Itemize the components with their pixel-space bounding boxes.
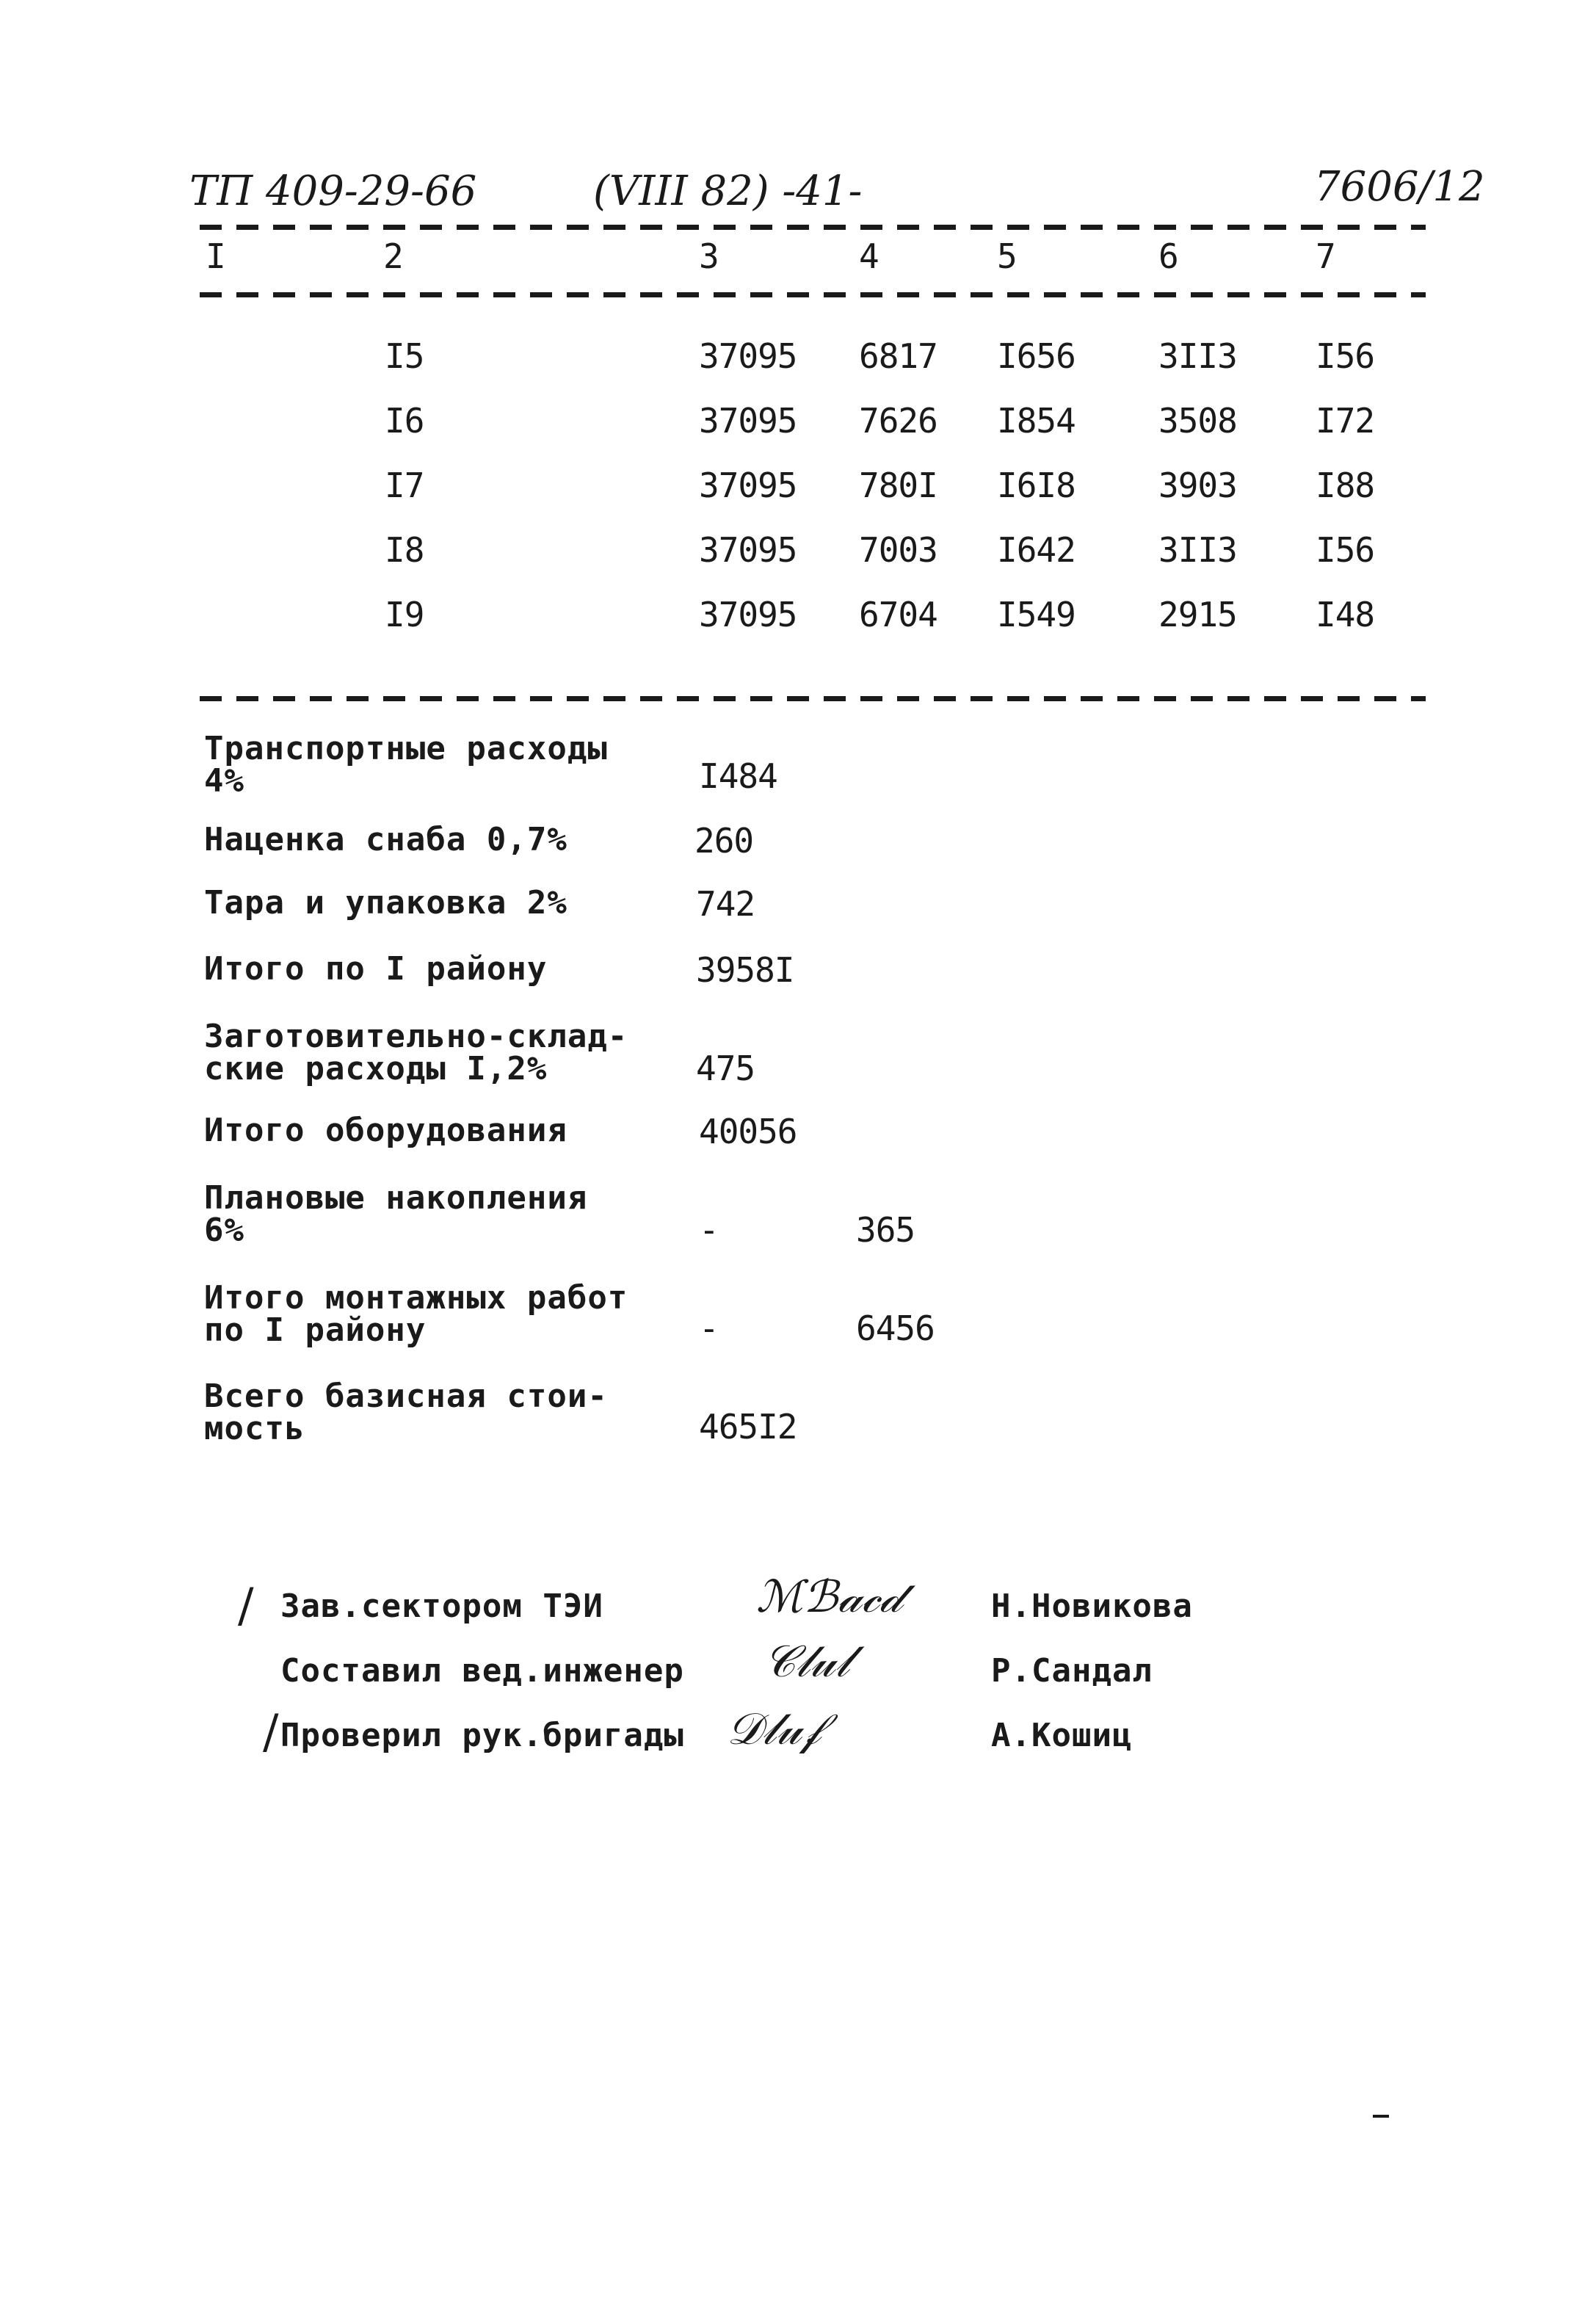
summary-label: Итого монтажных работ по I району bbox=[204, 1279, 628, 1349]
table-cell: 6817 bbox=[859, 336, 937, 376]
signatory-role: Зав.сектором ТЭИ bbox=[280, 1588, 603, 1625]
summary-label: Заготовительно-склад-ские расходы I,2% bbox=[204, 1018, 628, 1087]
row-number: I8 bbox=[385, 530, 424, 570]
table-cell: I6I8 bbox=[997, 466, 1076, 505]
table-cell: 3508 bbox=[1158, 401, 1237, 441]
summary-label: Плановые накопления 6% bbox=[204, 1179, 588, 1249]
table-cell: 6704 bbox=[859, 595, 937, 634]
column-header-3: 3 bbox=[699, 236, 719, 276]
summary-value-col3: - bbox=[699, 1210, 719, 1250]
section-code: (VIII 82) -41- bbox=[593, 167, 863, 215]
summary-value-col3: 260 bbox=[694, 821, 754, 861]
table-cell: I56 bbox=[1316, 530, 1375, 570]
doc-code: ТП 409-29-66 bbox=[189, 167, 477, 215]
column-header-7: 7 bbox=[1316, 236, 1336, 276]
signatory-name: Н.Новикова bbox=[991, 1588, 1193, 1625]
table-cell: I656 bbox=[997, 336, 1076, 376]
summary-label: Тара и упаковка 2% bbox=[204, 884, 567, 922]
signatory-name: А.Кошиц bbox=[991, 1717, 1133, 1754]
header-rule bbox=[200, 225, 1426, 230]
signature: ℳℬ𝒶𝒸𝒹 bbox=[756, 1571, 902, 1623]
column-header-rule bbox=[200, 292, 1426, 297]
table-end-rule bbox=[200, 696, 1426, 701]
table-cell: I642 bbox=[997, 530, 1076, 570]
table-cell: 7626 bbox=[859, 401, 937, 441]
signatory-role: Составил вед.инженер bbox=[280, 1652, 684, 1690]
table-cell: 780I bbox=[859, 466, 937, 505]
summary-label: Итого оборудования bbox=[204, 1112, 567, 1149]
table-cell: I854 bbox=[997, 401, 1076, 441]
table-cell: 37095 bbox=[699, 595, 797, 634]
signature: 𝒟𝓁𝓊𝒻 bbox=[727, 1704, 821, 1755]
table-cell: 37095 bbox=[699, 466, 797, 505]
row-number: I5 bbox=[385, 336, 424, 376]
column-header-6: 6 bbox=[1158, 236, 1179, 276]
summary-value-col4: 365 bbox=[856, 1210, 915, 1250]
summary-value-col3: I484 bbox=[699, 756, 777, 796]
summary-label: Наценка снаба 0,7% bbox=[204, 821, 567, 858]
signature-mark: / bbox=[263, 1705, 279, 1759]
table-cell: I88 bbox=[1316, 466, 1375, 505]
column-header-2: 2 bbox=[383, 236, 404, 276]
row-number: I7 bbox=[385, 466, 424, 505]
signature: 𝒞𝓁𝓊𝓁 bbox=[763, 1636, 850, 1687]
summary-value-col3: - bbox=[699, 1308, 719, 1348]
table-cell: 37095 bbox=[699, 336, 797, 376]
table-cell: 2915 bbox=[1158, 595, 1237, 634]
table-cell: 37095 bbox=[699, 530, 797, 570]
table-cell: 3II3 bbox=[1158, 530, 1237, 570]
summary-label: Всего базисная стои-мость bbox=[204, 1378, 608, 1447]
page-mark bbox=[1373, 2115, 1389, 2118]
column-header-1: I bbox=[206, 236, 226, 276]
summary-label: Транспортные расходы 4% bbox=[204, 730, 608, 800]
signature-mark: / bbox=[238, 1579, 254, 1633]
table-cell: I56 bbox=[1316, 336, 1375, 376]
summary-label: Итого по I району bbox=[204, 950, 548, 988]
table-cell: I72 bbox=[1316, 401, 1375, 441]
table-cell: 3II3 bbox=[1158, 336, 1237, 376]
summary-value-col4: 6456 bbox=[856, 1308, 935, 1348]
summary-value-col3: 40056 bbox=[699, 1112, 797, 1151]
summary-value-col3: 742 bbox=[696, 884, 755, 924]
signatory-name: Р.Сандал bbox=[991, 1652, 1153, 1690]
column-header-5: 5 bbox=[997, 236, 1018, 276]
summary-value-col3: 475 bbox=[696, 1049, 755, 1088]
row-number: I9 bbox=[385, 595, 424, 634]
summary-value-col3: 3958I bbox=[696, 950, 794, 990]
table-cell: I48 bbox=[1316, 595, 1375, 634]
column-header-4: 4 bbox=[859, 236, 879, 276]
table-cell: I549 bbox=[997, 595, 1076, 634]
table-cell: 37095 bbox=[699, 401, 797, 441]
summary-value-col3: 465I2 bbox=[699, 1407, 797, 1447]
table-cell: 7003 bbox=[859, 530, 937, 570]
page-reference: 7606/12 bbox=[1314, 163, 1485, 211]
signatory-role: Проверил рук.бригады bbox=[280, 1717, 684, 1754]
table-cell: 3903 bbox=[1158, 466, 1237, 505]
row-number: I6 bbox=[385, 401, 424, 441]
